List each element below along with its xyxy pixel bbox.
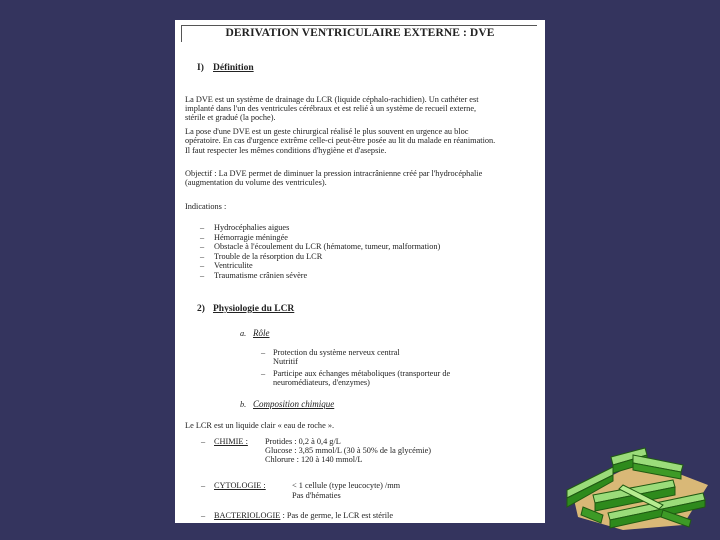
p1-line: La DVE est un système de drainage du LCR (liquide céphalo-rachidien). Un cathéter est [185,95,479,104]
bacteriologie-line [214,511,393,520]
bullet-dash: – [200,223,205,232]
p2-line: La pose d'une DVE est un geste chirurgical réalisé le plus souvent en urgence au bloc [185,127,469,136]
p1-line: stérile et gradué (la poche). [185,113,276,122]
cytologie-label: CYTOLOGIE : [214,481,266,490]
bullet-dash: – [200,242,205,252]
bacteriologie-text: : Pas de germe, le LCR est stérile [280,511,394,520]
section-1-number: I) [197,63,204,73]
sub-b-heading: Composition chimique [253,399,335,409]
indications-label: Indications : [185,202,227,211]
section-1-heading: Définition [213,63,254,73]
cytologie-item: < 1 cellule (type leucocyte) /mm [292,481,401,490]
bullet-dash: – [200,271,205,280]
lcr-intro: Le LCR est un liquide clair « eau de roche ». [185,421,335,430]
cytologie-item: Pas d'hématies [292,491,341,500]
bullet-dash: – [200,232,205,242]
document-title: DERIVATION VENTRICULAIRE EXTERNE : DVE [225,27,495,39]
section-2-heading: Physiologie du LCR [213,304,295,314]
role-item: Participe aux échanges métaboliques (transporteur de [273,369,451,378]
bullet-dash: – [200,251,205,261]
sub-a-number: a. [240,329,247,338]
chimie-item: Protides : 0,2 à 0,4 g/L [265,437,341,446]
p3-line: (augmentation du volume des ventricules). [185,178,327,187]
chimie-item: Glucose : 3,85 mmol/L (30 à 50% de la glycémie) [265,446,432,455]
indication-item: Trouble de la résorption du LCR [214,251,323,261]
indication-item: Traumatisme crânien sévère [214,271,308,280]
p1-line: implanté dans l'un des ventricules cérébraux et est relié à un système de recueil externe, [185,104,477,113]
p2-line: opératoire. En cas d'urgence extrême celle-ci peut-être posée au lit du malade en réanimation. [185,136,496,145]
indication-item: Obstacle à l'écoulement du LCR (hématome, tumeur, malformation) [214,242,441,252]
p2-line: Il faut respecter les mêmes conditions d'hygiène et d'asepsie. [185,146,387,155]
hedge-maze-icon [563,445,713,535]
role-item: Protection du système nerveux central [273,348,400,357]
scanned-document: DERIVATION VENTRICULAIRE EXTERNE : DVE I) Définition La DVE est un système de drainage du LCR (liquide céphalo-rachidien). Un cathéter est implanté dans l'un des ventricules cérébraux et est relié à un système de recueil externe, stérile et gradué (la poche). La pose d'une DVE est un geste chirurgical réalisé le plus souvent en urgence au bloc opératoire. En cas d'urgence extrême celle-ci peut-être posée au lit du malade en réanimation. Il faut respecter les mêmes conditions d'hygiène et d'asepsie. Objectif : La DVE permet de diminuer la pression intracrânienne créé par l'hydrocéphalie (augmentation du volume des ventricules). Indications : 2) Physiologie du LCR a. Rôle – Protection du système nerveux central Nutritif – Participe aux échanges métaboliques (transporteur de neuromédiateurs, d'enzymes) b. Composition chimique Le LCR est un liquide clair « eau de roche ». – CHIMIE : Protides : 0,2 à 0,4 g/L Glucose : 3,85 mmol/L (30 à 50% de la glycémie) Chlorure : 120 à 140 mmol/L – CYTOLOGIE : < 1 cellule (type leucocyte) /mm Pas d'hématies – BACTERIOLOGIE : Pas de germe, le LCR est stérile – Hydrocéphalies aigues – Hémorragie méningée – Obstacle à l'écoulement du LCR (hématome, tumeur, malformation) – Trouble de la résorption du LCR – Ventriculite – Traumatisme crânien sévère [175,20,545,523]
p3-line: Objectif : La DVE permet de diminuer la pression intracrânienne créé par l'hydrocéphalie [185,169,483,178]
bacteriologie-label: BACTERIOLOGIE [214,511,281,520]
role-item: neuromédiateurs, d'enzymes) [273,378,370,387]
sub-b-number: b. [240,400,247,409]
chimie-item: Chlorure : 120 à 140 mmol/L [265,455,363,464]
sub-a-heading: Rôle [253,328,270,338]
bullet-dash: – [200,261,205,271]
indication-item: Hémorragie méningée [214,232,288,242]
chimie-label: CHIMIE : [214,437,248,446]
role-item: Nutritif [273,357,298,366]
section-2-number: 2) [197,304,205,314]
indication-item: Hydrocéphalies aigues [214,223,290,232]
indication-item: Ventriculite [214,261,253,271]
